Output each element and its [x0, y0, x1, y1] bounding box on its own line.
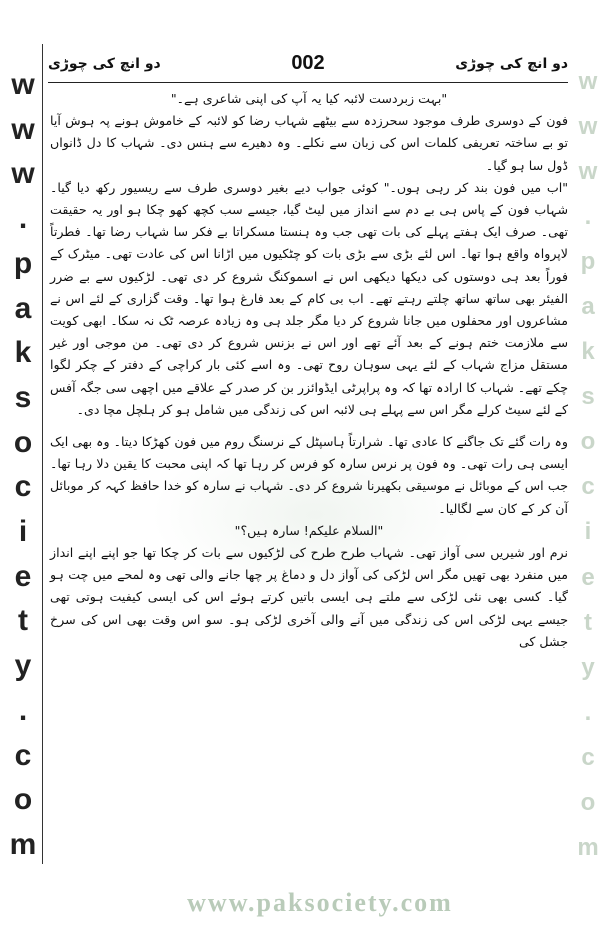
watermark-letter: e	[14, 559, 32, 593]
watermark-letter: i	[18, 515, 28, 549]
watermark-letter: p	[580, 248, 596, 276]
watermark-letter: .	[584, 698, 592, 726]
bottom-watermark: www.paksociety.com	[187, 888, 453, 917]
watermark-letter: c	[14, 470, 32, 504]
watermark-letter: a	[14, 291, 32, 325]
watermark-letter: t	[18, 604, 28, 638]
body-paragraph: فون کے دوسری طرف موجود سحرزدہ سے بیٹھے شہاب رضا کو لائبہ کے خاموش ہونے پہ ہوش آیا تو بے ساختہ تعریفی کلمات اس کی زبان سے نکلے۔ وہ دھیرے سے ہنس دی۔ شہاب کا دل ڈانواں ڈول سا ہو گیا۔	[50, 113, 568, 173]
watermark-letter: y	[581, 653, 595, 681]
header-title-left: دو انچ کی چوڑی	[48, 56, 161, 72]
watermark-letter: .	[18, 202, 28, 236]
body-paragraph: "بہت زبردست لائبہ کیا یہ آپ کی اپنی شاعری ہے۔"	[170, 91, 448, 106]
watermark-letter: o	[580, 788, 596, 816]
vertical-watermark-left	[8, 70, 38, 860]
watermark-letter: e	[581, 563, 595, 591]
watermark-letter: c	[581, 743, 595, 771]
watermark-letter: w	[578, 158, 598, 186]
body-paragraph: "السلام علیکم! سارہ ہیں؟"	[234, 522, 384, 538]
watermark-letter: w	[11, 112, 35, 146]
watermark-letter: w	[578, 68, 598, 95]
watermark-letter: a	[581, 293, 595, 321]
watermark-letter: k	[581, 338, 595, 366]
watermark-letter: i	[584, 518, 592, 546]
page-header	[48, 52, 568, 83]
vertical-watermark-right	[574, 70, 602, 860]
watermark-letter: w	[11, 68, 35, 101]
header-title-right: دو انچ کی چوڑی	[455, 56, 568, 72]
watermark-letter: o	[13, 425, 33, 459]
watermark-letter: s	[581, 383, 595, 411]
watermark-letter: c	[581, 473, 595, 501]
watermark-letter: o	[13, 783, 33, 817]
watermark-letter: .	[584, 203, 592, 231]
watermark-letter: w	[11, 157, 35, 191]
body-paragraph: "اب میں فون بند کر رہی ہوں۔" کوئی جواب دیے بغیر دوسری طرف سے ریسیور رکھ دیا گیا۔ شہاب فون کے پاس ہی بے دم سے انداز میں لیٹ گیا، جیسے سب کچھ کھو چکا ہو اور یہ حقیقت تھی۔ صرف ایک ہفتے پہلے کی بات تھی جب وہ ہنستا مسکراتا بے فکر سا شہاب رضا تھا۔ فطرتاً لاپرواہ واقع ہوا تھا۔ اس لئے بڑی سے بڑی بات کو چٹکیوں میں اڑانا اس کی عادت تھی۔ میٹرک کے فوراً بعد ہی دوستوں کی دیکھا دیکھی اس نے اسموکنگ شروع کر دی تھی۔ لڑکیوں سے بے ضرر الفیئر بھی ساتھ ساتھ چلتے رہتے تھے۔ اب بی کام کے بعد فارغ ہوا تھا۔ وقت گزاری کے لئے اس نے مشاعروں اور محفلوں میں جانا شروع کر دیا مگر جلد ہی وہ زیادہ عرصہ ٹک نہ سکا۔ ابھی کویت سے ملازمت ختم ہونے کے بعد آئے تھے اور اس نے بزنس شروع کر دی تھی۔ من موجی اور غیر مستقل مزاج شہاب کے لئے یہی سوہان روح تھی۔ وہ اسے کئی بار کراچی کے دفتر کے چکر لگوا چکے تھے۔ شہاب کا ارادہ تھا کہ وہ پراپرٹی ایڈوائزر بن کر صدر کے علاقے میں اچھی سی جگہ آفس کے لئے سیٹ کرلے مگر اس سے پہلے ہی لائبہ اس کی زندگی میں شامل ہو کر ہلچل مچا دی۔	[50, 179, 568, 417]
watermark-letter: w	[578, 113, 598, 141]
watermark-letter: c	[14, 738, 32, 772]
watermark-letter: t	[584, 608, 592, 636]
watermark-letter: m	[9, 827, 37, 861]
watermark-letter: o	[580, 428, 596, 456]
body-paragraph: وہ رات گئے تک جاگنے کا عادی تھا۔ شرارتاً ہاسپٹل کے نرسنگ روم میں فون کھڑکا دیتا۔ وہ بھی ایک ایسی ہی رات تھی۔ وہ فون پر نرس سارہ کو فرس کر رہا تھا کہ اپنی محبت کا یقین دلا رہا تھا۔ جب اس کے موبائل نے موسیقی بکھیرنا شروع کر دی۔ شہاب نے سارہ کو خدا حافظ کہہ کر موبائل آن کر کے کان سے لگالیا۔	[50, 434, 568, 516]
watermark-letter: k	[14, 336, 32, 370]
watermark-letter: y	[14, 649, 32, 683]
page-number: 002	[291, 52, 325, 74]
watermark-letter: .	[18, 693, 28, 727]
body-paragraph: نرم اور شیریں سی آواز تھی۔ شہاب طرح طرح کی لڑکیوں سے بات کر چکا تھا جو اپنے اپنے انداز میں منفرد بھی تھیں مگر اس لڑکی کی آواز دل و دماغ پر چھا جانے والی تھی وہ لمحے میں چت ہو گیا۔ کسی بھی نئی لڑکی سے ملتے ہی ایسی باتیں کرتے ہوئے اس کی ایسی کیفیت ہوتی تھی جیسے یہی لڑکی اس کی زندگی میں آنے والی آخری لڑکی ہو۔ سو اس وقت بھی اس کی سرخ جشل کی	[50, 545, 568, 649]
story-body	[50, 88, 568, 653]
watermark-letter: s	[14, 380, 32, 414]
watermark-letter: m	[577, 833, 599, 861]
watermark-letter: p	[13, 246, 33, 280]
